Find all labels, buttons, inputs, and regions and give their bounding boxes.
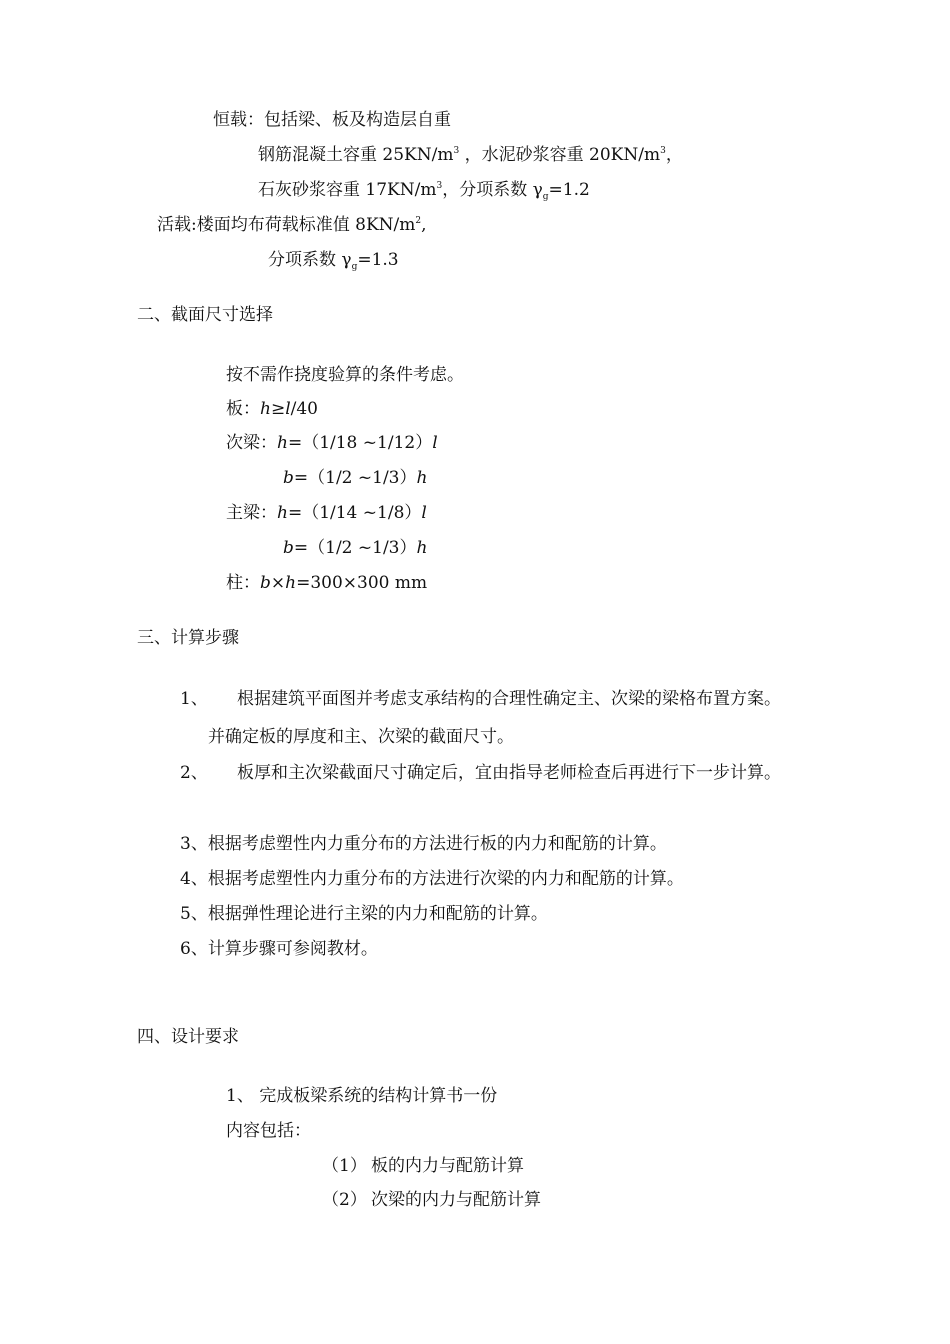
- live-load-text: 活载:楼面均布荷载标准值 8KN/m: [157, 215, 416, 235]
- section-heading: 四、设计要求: [137, 1027, 239, 1047]
- var-h: h: [285, 573, 297, 593]
- main-beam-b-rule: [283, 537, 427, 559]
- main-beam-h-rule: [226, 502, 427, 524]
- live-load-line: [157, 214, 427, 236]
- var-h: h: [277, 433, 288, 453]
- step-item: 5、根据弹性理论进行主梁的内力和配筋的计算。: [180, 904, 548, 924]
- unit-exponent: 3: [436, 181, 443, 191]
- factor-subscript: g: [351, 262, 358, 272]
- unit-exponent: 3: [660, 146, 666, 156]
- content-item-number: （2）: [322, 1190, 367, 1210]
- secondary-beam-b-rule: [283, 467, 427, 489]
- content-label: 内容包括：: [226, 1121, 311, 1141]
- formula: =（1/18 ~1/12）: [287, 433, 433, 453]
- var-l: l: [285, 399, 291, 419]
- step-item: 3、根据考虑塑性内力重分布的方法进行板的内力和配筋的计算。: [180, 834, 667, 854]
- var-l: l: [421, 503, 427, 523]
- var-h: h: [260, 399, 271, 419]
- slab-rule: [226, 398, 318, 420]
- requirement-item: 1、 完成板梁系统的结构计算书一份: [226, 1086, 498, 1106]
- factor-subscript: g: [542, 192, 549, 202]
- concrete-weight-text: 钢筋混凝土容重 25KN/m: [258, 145, 454, 165]
- dead-load-title: 恒载：包括梁、板及构造层自重: [213, 110, 451, 130]
- symbol: ≥: [270, 399, 286, 419]
- punctuation: ,: [421, 215, 427, 235]
- concrete-weight-line: [258, 144, 683, 166]
- step-text: 板厚和主次梁截面尺寸确定后，宜由指导老师检查后再进行下一步计算。: [237, 763, 781, 783]
- column-label: 柱：: [226, 573, 260, 593]
- var-h: h: [416, 538, 428, 558]
- column-rule: [226, 572, 427, 594]
- secondary-beam-h-rule: [226, 432, 438, 454]
- secondary-beam-label: 次梁：: [226, 433, 277, 453]
- main-beam-label: 主梁：: [226, 503, 277, 523]
- unit-exponent: 3: [453, 146, 460, 156]
- section-heading: 三、计算步骤: [137, 628, 239, 648]
- var-h: h: [416, 468, 428, 488]
- step-text: 根据建筑平面图并考虑支承结构的合理性确定主、次梁的梁格布置方案。: [237, 689, 781, 709]
- formula: =（1/2 ~1/3）: [293, 538, 417, 558]
- slab-label: 板：: [226, 399, 260, 419]
- step-number: 1、: [180, 689, 208, 709]
- formula: =（1/14 ~1/8）: [287, 503, 422, 523]
- var-b: b: [283, 468, 294, 488]
- symbol: ×: [270, 573, 286, 593]
- live-factor-line: [268, 249, 399, 271]
- step-item: 6、计算步骤可参阅教材。: [180, 939, 378, 959]
- content-item-text: 次梁的内力与配筋计算: [371, 1190, 541, 1210]
- var-b: b: [260, 573, 271, 593]
- live-factor-value: =1.3: [357, 250, 399, 270]
- dead-factor-label: ，分项系数 γ: [442, 180, 543, 200]
- dead-factor-value: =1.2: [548, 180, 590, 200]
- section-intro: 按不需作挠度验算的条件考虑。: [226, 365, 464, 385]
- step-number: 2、: [180, 763, 208, 783]
- step-item: 4、根据考虑塑性内力重分布的方法进行次梁的内力和配筋的计算。: [180, 869, 684, 889]
- var-h: h: [277, 503, 288, 523]
- content-item-number: （1）: [322, 1156, 367, 1176]
- formula: =（1/2 ~1/3）: [293, 468, 417, 488]
- content-item-text: 板的内力与配筋计算: [371, 1156, 524, 1176]
- var-l: l: [432, 433, 438, 453]
- punctuation: ，: [665, 145, 683, 165]
- mortar-weight-text: ，水泥砂浆容重 20KN/m: [459, 145, 661, 165]
- slab-ratio: /40: [290, 399, 318, 419]
- lime-mortar-line: [258, 179, 590, 201]
- step-text-continuation: 并确定板的厚度和主、次梁的截面尺寸。: [208, 727, 514, 747]
- lime-weight-text: 石灰砂浆容重 17KN/m: [258, 180, 437, 200]
- section-heading: 二、截面尺寸选择: [137, 305, 273, 325]
- column-size: =300×300 mm: [296, 573, 428, 593]
- live-factor-label: 分项系数 γ: [268, 250, 352, 270]
- unit-exponent: 2: [415, 216, 422, 226]
- var-b: b: [283, 538, 294, 558]
